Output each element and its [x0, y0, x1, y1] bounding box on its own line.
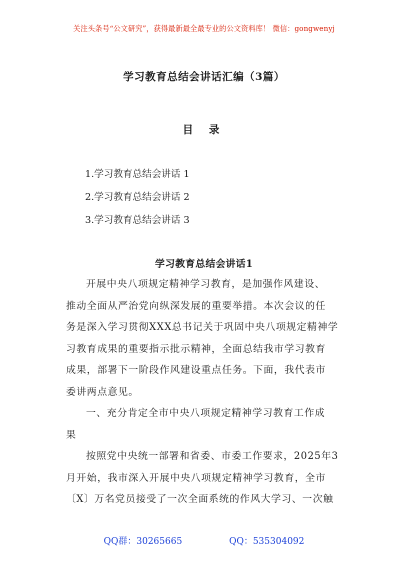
document-title: 学习教育总结会讲话汇编（3篇）	[123, 71, 285, 83]
footer-contacts	[0, 534, 408, 547]
body-line: 成果，部署下一阶段作风建设重点任务。下面，我代表市	[66, 365, 326, 376]
table-of-contents	[85, 168, 190, 237]
body-line: 〔X〕万名党员接受了一次全面系统的作风大学习、一次触	[66, 494, 334, 505]
body-line: 务是深入学习贯彻XXX总书记关于巩固中央八项规定精神学	[66, 322, 339, 333]
toc-item-3[interactable]: 3.学习教育总结会讲话 3	[85, 215, 190, 226]
footer-qq-group: QQ群：30265665	[103, 537, 183, 547]
body-line: 一、充分肯定全市中央八项规定精神学习教育工作成	[86, 408, 326, 419]
body-text	[66, 278, 346, 515]
footer-qq-number: QQ：535304092	[229, 537, 305, 547]
body-line: 按照党中央统一部署和省委、市委工作要求，2025年3	[86, 451, 339, 462]
toc-item-1[interactable]: 1.学习教育总结会讲话 1	[85, 169, 190, 180]
body-line: 习教育成果的重要指示批示精神，全面总结我市学习教育	[66, 343, 326, 355]
toc-item-2[interactable]: 2.学习教育总结会讲话 2	[85, 192, 190, 203]
toc-heading: 目 录	[182, 124, 226, 136]
body-line: 开展中央八项规定精神学习教育，是加强作风建设、	[86, 279, 326, 290]
body-line: 果	[66, 429, 77, 441]
header-banner: 关注头条号“公文研究”，获得最新最全最专业的公文资料库！ 微信：gongwenyj	[73, 24, 335, 33]
body-line: 推动全面从严治党向纵深发展的重要举措。本次会议的任	[66, 300, 326, 312]
body-line: 委讲两点意见。	[66, 386, 139, 398]
body-line: 月开始，我市深入开展中央八项规定精神学习教育，全市	[66, 472, 326, 484]
section-title: 学习教育总结会讲话1	[155, 259, 253, 270]
